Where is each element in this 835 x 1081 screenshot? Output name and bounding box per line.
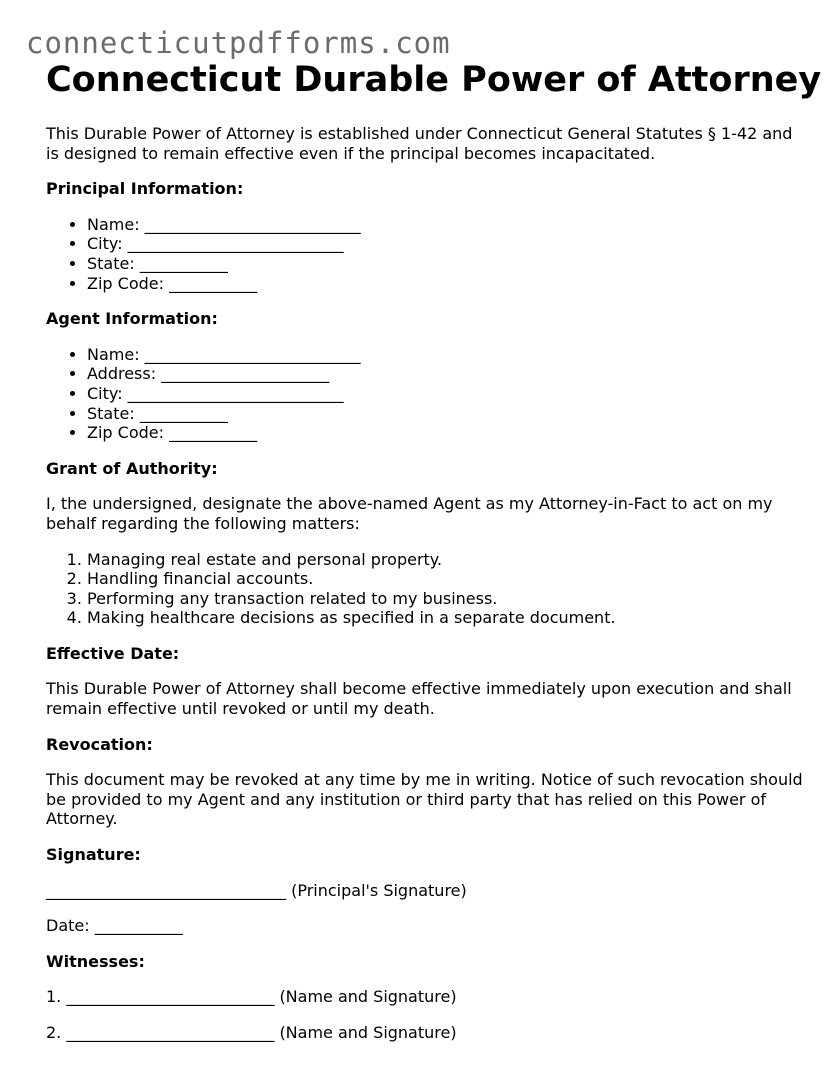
principal-city-field: • City: ___________________________ bbox=[87, 234, 806, 254]
effective-date-paragraph: This Durable Power of Attorney shall become effective immediately upon execution and shall remain effective until revoked or until my death. bbox=[46, 679, 792, 719]
agent-state-field: • State: ___________ bbox=[87, 404, 806, 424]
signature-heading: Signature: bbox=[46, 845, 141, 865]
intro-paragraph: This Durable Power of Attorney is established under Connecticut General Statutes § 1-42 and is designed to remain effective even if the principal becomes incapacitated. bbox=[46, 124, 793, 163]
agent-name-field: • Name: ___________________________ bbox=[87, 345, 806, 365]
effective-date-heading: Effective Date: bbox=[46, 643, 180, 663]
revocation-paragraph: This document may be revoked at any time by me in writing. Notice of such revocation should be provided to my Agent and any institution or third party that has relied on this Power of Attorney. bbox=[46, 770, 803, 829]
witness-line: 1. __________________________ (Name and Signature) bbox=[46, 987, 457, 1007]
principal-state-field: • State: ___________ bbox=[87, 254, 806, 274]
grant-heading: Grant of Authority: bbox=[46, 458, 218, 478]
principal-zip-field: • Zip Code: ___________ bbox=[87, 274, 806, 294]
grant-item: 1. Managing real estate and personal property. bbox=[87, 550, 806, 570]
grant-paragraph: I, the undersigned, designate the above-named Agent as my Attorney-in-Fact to act on my behalf regarding the following matters: bbox=[46, 494, 773, 533]
principal-name-field: • Name: ___________________________ bbox=[87, 215, 806, 235]
revocation-heading: Revocation: bbox=[46, 734, 153, 754]
agent-heading: Agent Information: bbox=[46, 309, 218, 329]
signature-date-line: Date: ___________ bbox=[46, 916, 183, 936]
principal-fields bbox=[46, 215, 806, 293]
agent-fields bbox=[46, 345, 806, 443]
principal-heading: Principal Information: bbox=[46, 179, 244, 199]
grant-list bbox=[46, 550, 806, 628]
agent-zip-field: • Zip Code: ___________ bbox=[87, 423, 806, 443]
witnesses-heading: Witnesses: bbox=[46, 951, 145, 971]
principal-signature-line: ______________________________ (Principal's Signature) bbox=[46, 880, 467, 900]
grant-item: 2. Handling financial accounts. bbox=[87, 569, 806, 589]
agent-address-field: • Address: _____________________ bbox=[87, 364, 806, 384]
agent-city-field: • City: ___________________________ bbox=[87, 384, 806, 404]
witness-line: 2. __________________________ (Name and Signature) bbox=[46, 1023, 457, 1042]
watermark: connecticutpdfforms.com bbox=[26, 26, 451, 60]
grant-item: 3. Performing any transaction related to my business. bbox=[87, 589, 806, 609]
page-title: Connecticut Durable Power of Attorney bbox=[46, 60, 822, 100]
document-page bbox=[46, 58, 822, 1059]
grant-item: 4. Making healthcare decisions as specified in a separate document. bbox=[87, 608, 806, 628]
